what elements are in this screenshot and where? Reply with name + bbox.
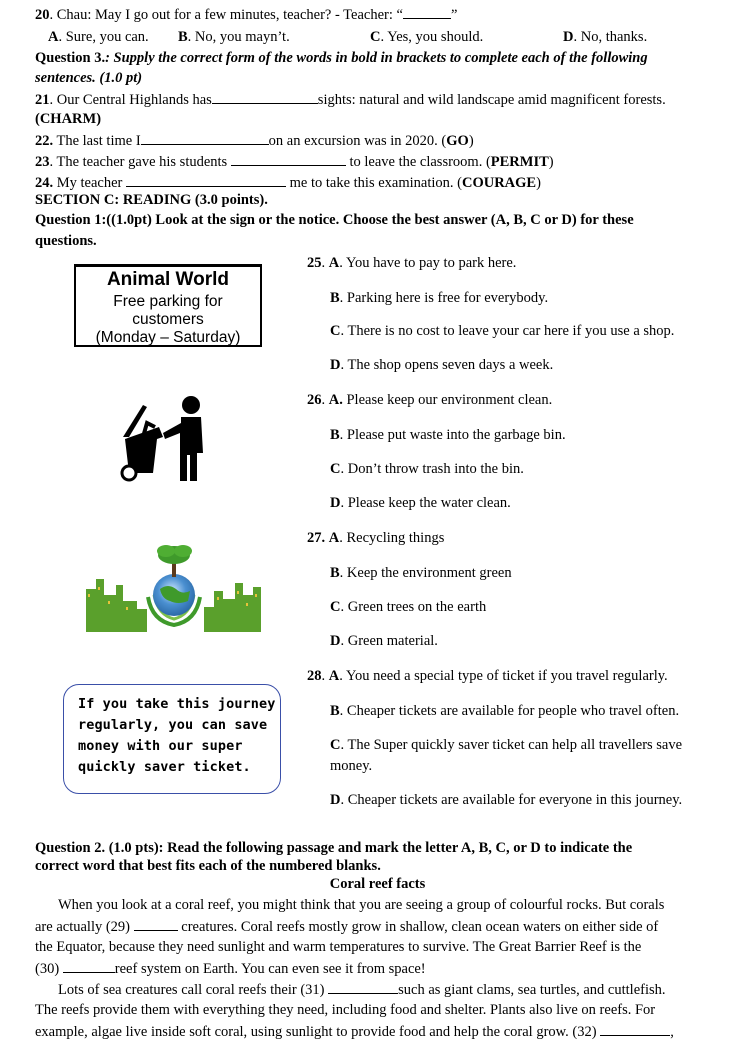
q27-option-a[interactable]: 27. A. Recycling things — [307, 530, 445, 546]
q27-option-b[interactable]: B. Keep the environment green — [330, 565, 512, 581]
passage-p1-line4: (30) reef system on Earth. You can even see it from space! — [35, 961, 426, 977]
answer-blank[interactable] — [126, 174, 286, 187]
q20-option-a[interactable]: A. Sure, you can. — [48, 29, 149, 45]
notice-line: money with our super — [78, 738, 243, 754]
passage-p2-line2: The reefs provide them with everything they need, including food and shelter. Plants also live on reefs. For — [35, 1002, 656, 1018]
q26-option-c[interactable]: C. Don’t throw trash into the bin. — [330, 461, 524, 477]
q20-option-d[interactable]: D. No, thanks. — [563, 29, 648, 45]
answer-blank[interactable] — [328, 981, 398, 994]
sign-line3: (Monday – Saturday) — [95, 329, 241, 346]
passage-p2-line1: Lots of sea creatures call coral reefs their (31) such as giant clams, sea turtles, and cuttlefish. — [58, 982, 666, 998]
q23: 23. The teacher gave his students to leave the classroom. (PERMIT) — [35, 154, 554, 170]
answer-blank[interactable] — [212, 91, 318, 104]
answer-blank[interactable] — [141, 132, 269, 145]
q3-instruction-line2: sentences. (1.0 pt) — [35, 70, 143, 86]
q28-option-a[interactable]: 28. A. You need a special type of ticket if you travel regularly. — [307, 668, 668, 684]
q28-option-d[interactable]: D. Cheaper tickets are available for everyone in this journey. — [330, 792, 683, 808]
passage-p1-line3: the Equator, because they need sunlight and warm temperatures to survive. The Great Barrier Reef is the — [35, 939, 642, 955]
sign-line2: Free parking for customers — [113, 293, 223, 328]
q21-word: (CHARM) — [35, 111, 102, 127]
ticket-notice — [63, 684, 281, 794]
passage-p1-line2: are actually (29) creatures. Coral reefs mostly grow in shallow, clean ocean waters on either side of — [35, 919, 659, 935]
q24: 24. My teacher me to take this examination. (COURAGE) — [35, 175, 541, 191]
answer-blank[interactable] — [403, 6, 451, 19]
notice-line: regularly, you can save — [78, 717, 268, 733]
green-earth-image — [86, 539, 261, 632]
answer-blank[interactable] — [134, 918, 178, 931]
sign-title: Animal World — [106, 269, 230, 290]
q20-option-c[interactable]: C. Yes, you should. — [370, 29, 484, 45]
section-c-q1-line1: Question 1:((1.0pt) Look at the sign or the notice. Choose the best answer (A, B, C or D) for these — [35, 212, 634, 228]
answer-blank[interactable] — [63, 960, 115, 973]
q25-option-b[interactable]: B. Parking here is free for everybody. — [330, 290, 549, 306]
q25-option-d[interactable]: D. The shop opens seven days a week. — [330, 357, 554, 373]
answer-blank[interactable] — [600, 1023, 670, 1036]
notice-line: If you take this journey — [78, 696, 276, 712]
section-c-title: SECTION C: READING (3.0 points). — [35, 192, 268, 208]
q28-option-b[interactable]: B. Cheaper tickets are available for people who travel often. — [330, 703, 680, 719]
q27-option-d[interactable]: D. Green material. — [330, 633, 438, 649]
q21: 21. Our Central Highlands has sights: natural and wild landscape amid magnificent forests. — [35, 92, 666, 108]
q22: 22. The last time I on an excursion was in 2020. (GO) — [35, 133, 474, 149]
trash-bin-person-icon — [117, 393, 209, 485]
parking-sign — [74, 264, 262, 347]
q2-line1: Question 2. (1.0 pts): Read the following passage and mark the letter A, B, C, or D to indicate the — [35, 840, 633, 856]
q27-option-c[interactable]: C. Green trees on the earth — [330, 599, 487, 615]
q2-line2: correct word that best fits each of the numbered blanks. — [35, 858, 381, 874]
q28-option-c[interactable]: C. The Super quickly saver ticket can help all travellers save — [330, 737, 683, 753]
q26-option-a[interactable]: 26. A. Please keep our environment clean. — [307, 392, 553, 408]
section-c-q1-line2: questions. — [35, 233, 97, 249]
q3-heading: Question 3.: Supply the correct form of the words in bold in brackets to complete each of the following — [35, 50, 648, 66]
q28-option-c-cont: money. — [330, 758, 373, 774]
q25-option-c[interactable]: C. There is no cost to leave your car here if you use a shop. — [330, 323, 675, 339]
passage-p2-line3: example, algae live inside soft coral, using sunlight to provide food and help the coral grow. (32) , — [35, 1024, 674, 1040]
passage-p1-line1: When you look at a coral reef, you might think that you are seeing a group of colourful rocks. But corals — [58, 897, 665, 913]
q20-stem: 20. Chau: May I go out for a few minutes, teacher? - Teacher: “ ” — [35, 7, 458, 23]
q26-option-b[interactable]: B. Please put waste into the garbage bin. — [330, 427, 566, 443]
q25-option-a[interactable]: 25. A. You have to pay to park here. — [307, 255, 517, 271]
passage-title: Coral reef facts — [329, 876, 426, 892]
q26-option-d[interactable]: D. Please keep the water clean. — [330, 495, 511, 511]
answer-blank[interactable] — [231, 153, 346, 166]
notice-line: quickly saver ticket. — [78, 759, 251, 775]
q20-option-b[interactable]: B. No, you mayn’t. — [178, 29, 290, 45]
